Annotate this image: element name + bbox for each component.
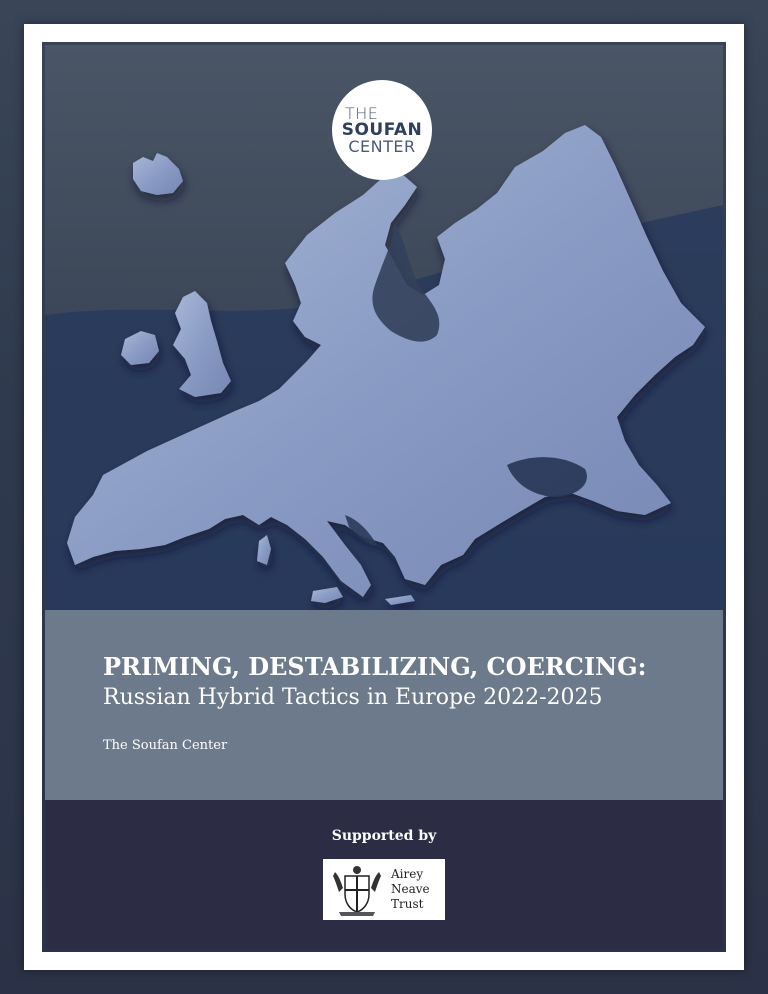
logo-line-1: THE [345,103,379,123]
report-author: The Soufan Center [103,738,228,753]
soufan-center-logo [332,80,432,180]
logo-line-2: SOUFAN [341,119,423,140]
report-subtitle: Russian Hybrid Tactics in Europe 2022-2025 [103,685,603,710]
supported-by-label: Supported by [331,828,437,844]
sponsor-line-3: Trust [391,897,424,911]
logo-line-3: CENTER [348,136,416,156]
sponsor-band [45,800,723,949]
crest-icon [329,862,385,918]
airey-neave-trust-logo [323,859,445,920]
cover-inner [45,45,723,949]
sponsor-line-2: Neave [391,882,430,896]
sponsor-name [391,867,430,912]
sponsor-line-1: Airey [391,867,424,881]
report-title: PRIMING, DESTABILIZING, COERCING: [103,652,647,681]
title-band [45,610,723,800]
